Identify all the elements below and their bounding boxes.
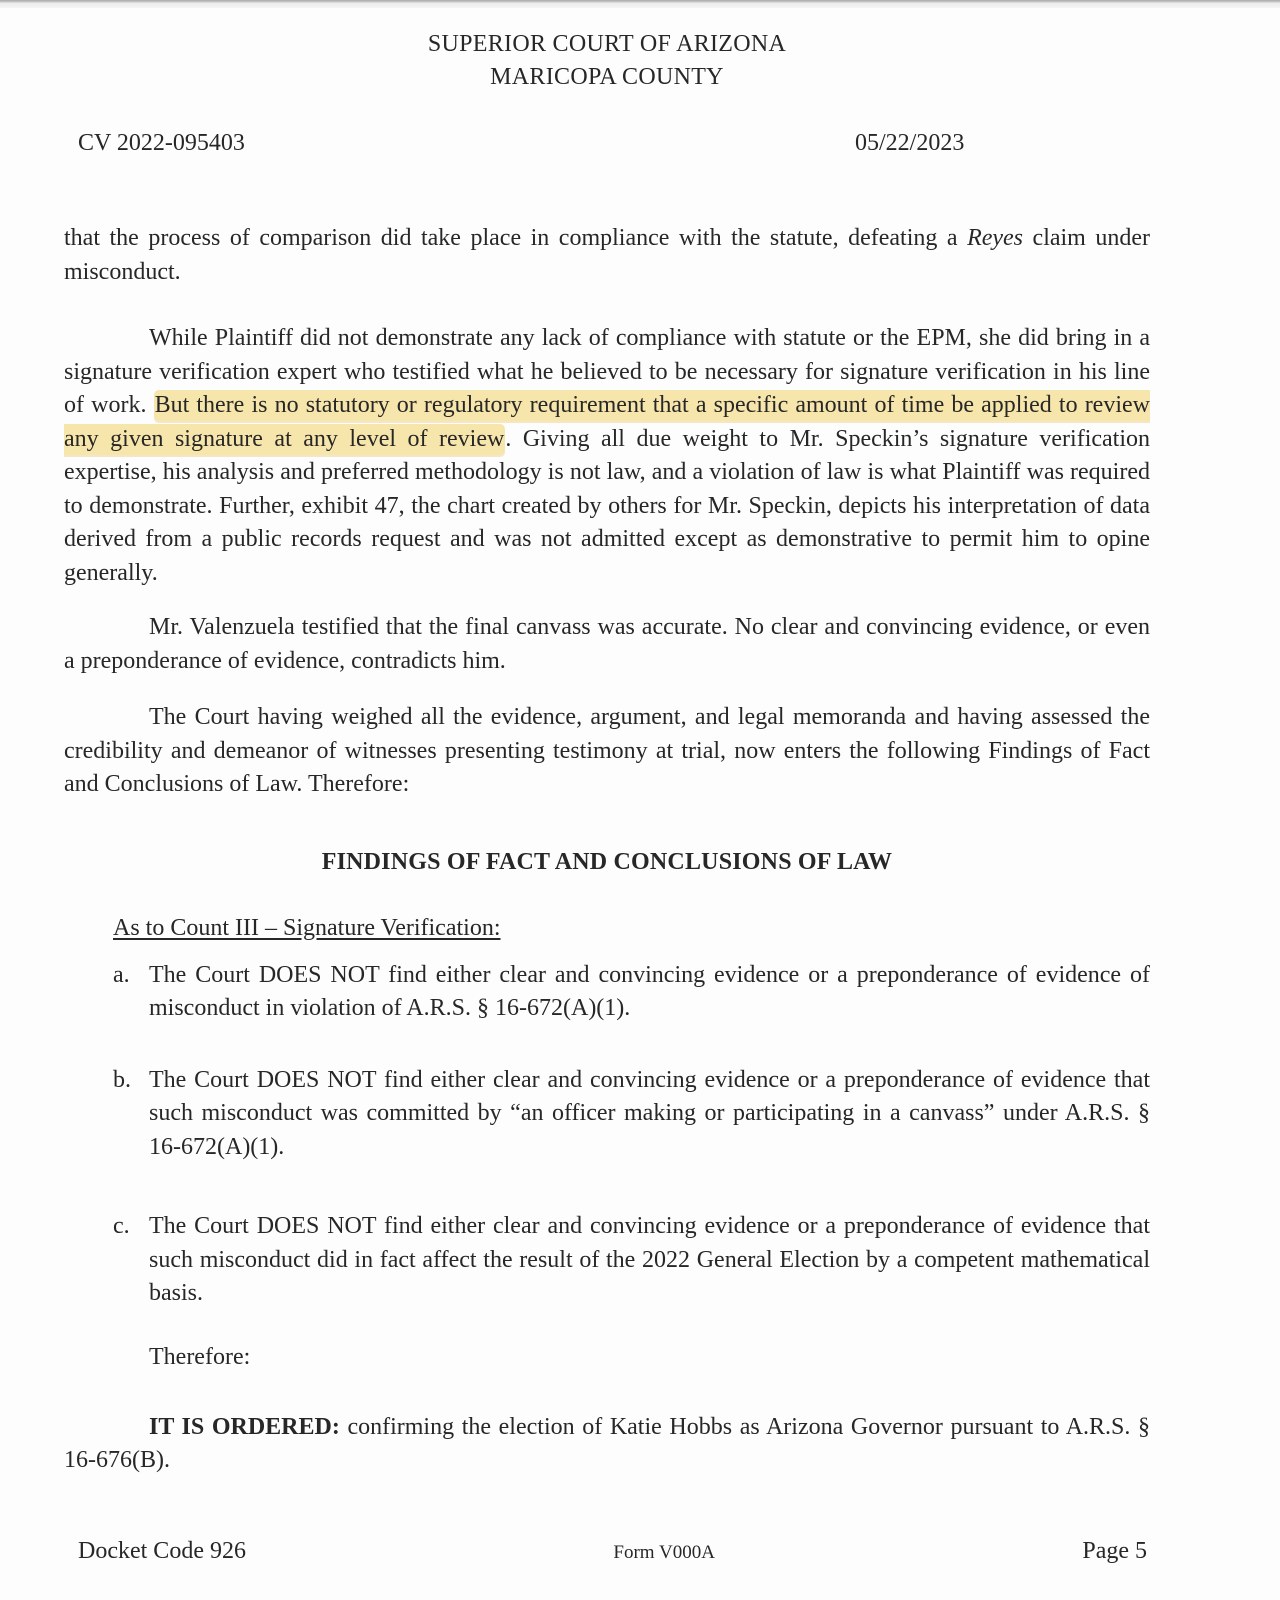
finding-item-a [113,959,1150,1026]
court-name: SUPERIOR COURT OF ARIZONA [427,31,787,57]
finding-item-b-marker: b. [113,1066,131,1093]
therefore-line: Therefore: [149,1343,251,1370]
docket-code: Docket Code 926 [78,1538,246,1564]
count-iii-subheading: As to Count III – Signature Verification: [113,914,501,941]
highlighted-passage: But there is no statutory or regulatory requirement that a specific amount of time be applied to review any given signature at any level of review [64,390,1150,455]
form-number: Form V000A [613,1542,715,1563]
finding-item-c [113,1210,1150,1311]
case-citation-italic: Reyes [967,225,1024,251]
case-info-row [64,130,1150,163]
document-header [64,28,1150,94]
order-paragraph [64,1411,1150,1478]
paragraph-signature-expert-end: . Giving all due weight to Mr. Speckin’s signature verification expertise, his analysis and preferred methodology is not law, and a violation of law is what Plaintiff was required to demonstrate. Further, exhibit 47, the chart created by others for Mr. Speckin, depicts his interpretation of data derived from a public records request and was not admitted except as demonstrative to permit him to opine generally. [64,425,1151,586]
paragraph-signature-expert [64,322,1150,590]
paragraph-carryover [64,222,1150,289]
order-label: IT IS ORDERED: [149,1413,340,1440]
finding-item-b-text: The Court DOES NOT find either clear and convincing evidence or a preponderance of evidence that such misconduct was committed by “an officer making or participating in a canvass” under A.R.S. § 16-672(A)(1). [149,1066,1150,1160]
finding-item-a-marker: a. [113,961,130,988]
case-number: CV 2022-095403 [78,130,245,156]
paragraph-carryover-end: claim under misconduct. [64,225,1151,285]
findings-heading: FINDINGS OF FACT AND CONCLUSIONS OF LAW [321,848,893,875]
page-number: Page 5 [1082,1538,1147,1564]
finding-item-c-marker: c. [113,1213,130,1239]
document-content [64,28,1150,1478]
paragraph-valenzuela: Mr. Valenzuela testified that the final canvass was accurate. No clear and convincing evidence, or even a preponderance of evidence, contradicts him. [64,614,1150,674]
order-text: confirming the election of Katie Hobbs as Arizona Governor pursuant to A.R.S. § 16-676(B). [64,1413,1150,1473]
top-edge-strip [0,0,1280,8]
county-name: MARICOPA COUNTY [490,64,724,90]
finding-item-c-text: The Court DOES NOT find either clear and convincing evidence or a preponderance of evidence that such misconduct did in fact affect the result of the 2022 General Election by a competent mathematical basis. [149,1213,1150,1306]
page-footer [0,1538,1280,1565]
paragraph-carryover-text: that the process of comparison did take place in compliance with the statute, defeating a [64,225,968,251]
filing-date: 05/22/2023 [855,130,965,156]
paragraph-court-weighed: The Court having weighed all the evidence, argument, and legal memoranda and having assessed the credibility and demeanor of witnesses presenting testimony at trial, now enters the following Findings of Fact and Conclusions of Law. Therefore: [64,704,1150,797]
finding-item-a-text: The Court DOES NOT find either clear and convincing evidence or a preponderance of evidence of misconduct in violation of A.R.S. § 16-672(A)(1). [149,961,1150,1021]
finding-item-b [113,1064,1150,1165]
paragraph-signature-expert-text: While Plaintiff did not demonstrate any lack of compliance with statute or the EPM, she did bring in a signature verification expert who testified what he believed to be necessary for signature verification in his line of work. [64,325,1150,418]
